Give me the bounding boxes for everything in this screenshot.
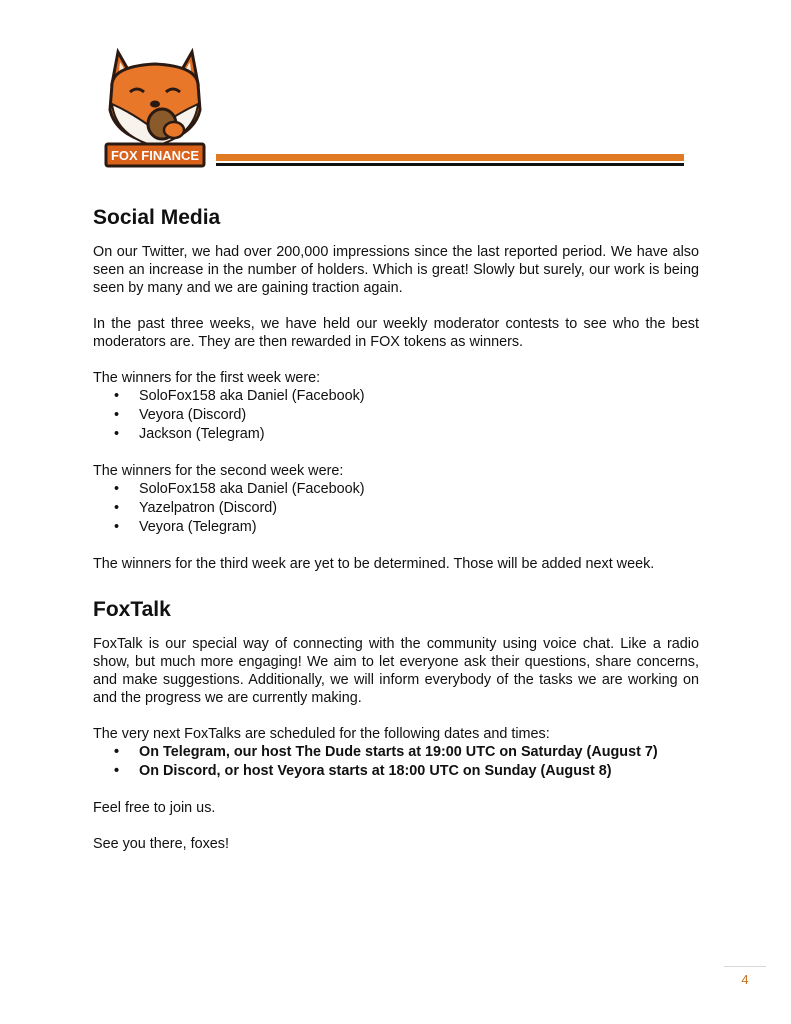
- page-number: 4: [741, 972, 749, 987]
- page-footer: [724, 966, 766, 987]
- week2-intro: The winners for the second week were:: [93, 463, 344, 479]
- list-item: • SoloFox158 aka Daniel (Facebook): [114, 388, 365, 404]
- list-item: • Yazelpatron (Discord): [114, 500, 278, 516]
- list-item: • On Discord, or host Veyora starts at 18:00 UTC on Sunday (August 8): [114, 763, 612, 779]
- fox-finance-logo: [104, 44, 206, 170]
- schedule-intro: The very next FoxTalks are scheduled for the following dates and times:: [93, 726, 550, 742]
- header-rule-black: [216, 163, 684, 166]
- svg-text:FOX FINANCE: FOX FINANCE: [110, 148, 200, 163]
- closing-text: See you there, foxes!: [93, 836, 229, 852]
- foxtalk-paragraph-1: FoxTalk is our special way of connecting with the community using voice chat. Like a radio show, but much more engaging! We aim to let everyone ask their questions, share concerns, and make suggestions. Additionally, we will inform everybody of the tasks we are working on and the progress we are currently making.: [93, 636, 699, 706]
- list-item: • Veyora (Discord): [114, 407, 247, 423]
- page-content: [93, 205, 699, 853]
- list-item: • Veyora (Telegram): [114, 519, 257, 535]
- week3-note: The winners for the third week are yet to be determined. Those will be added next week.: [93, 556, 655, 572]
- section-heading-foxtalk: FoxTalk: [93, 598, 171, 621]
- foxtalk-schedule-list: [93, 743, 699, 781]
- section-heading-social-media: Social Media: [93, 206, 221, 229]
- join-text: Feel free to join us.: [93, 800, 216, 816]
- week2-winners-list: [93, 480, 699, 537]
- footer-rule: [724, 966, 766, 967]
- list-item: • On Telegram, our host The Dude starts at 19:00 UTC on Saturday (August 7): [114, 744, 658, 760]
- list-item: • Jackson (Telegram): [114, 426, 265, 442]
- week1-intro: The winners for the first week were:: [93, 370, 321, 386]
- social-paragraph-1: On our Twitter, we had over 200,000 impressions since the last reported period. We have also seen an increase in the number of holders. Which is great! Slowly but surely, our work is being seen by many and we are gaining traction again.: [93, 244, 699, 296]
- social-paragraph-2: In the past three weeks, we have held our weekly moderator contests to see who the best moderators are. They are then rewarded in FOX tokens as winners.: [93, 316, 699, 350]
- header-rule-orange: [216, 154, 684, 161]
- list-item: • SoloFox158 aka Daniel (Facebook): [114, 481, 365, 497]
- week1-winners-list: [93, 387, 699, 444]
